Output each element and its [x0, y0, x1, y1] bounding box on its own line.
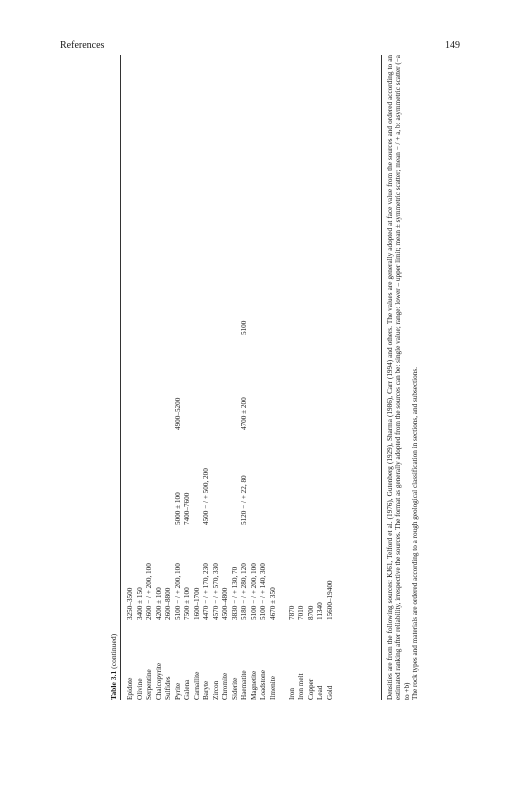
material-name-cell: Pyrite	[173, 682, 182, 700]
table-row	[174, 55, 183, 700]
material-name-cell: Zircon	[211, 680, 220, 700]
table-row	[221, 55, 230, 700]
material-name-cell: Galena	[183, 679, 191, 700]
table-row	[288, 55, 297, 700]
density-value-cell: 7870	[287, 605, 296, 620]
density-value-cell: 2600 − / + 200, 100	[145, 563, 153, 620]
density-value-cell: 4700 ± 200	[240, 397, 248, 430]
table-caption	[110, 634, 119, 700]
material-name-cell: Iron melt	[297, 673, 305, 700]
table-row	[240, 55, 249, 700]
density-value-cell: 4670 ± 350	[268, 587, 277, 620]
table-row	[212, 55, 221, 700]
density-value-cell: 5000 ± 100	[173, 492, 182, 525]
density-value-cell: 15600–19400	[325, 580, 334, 620]
material-name-cell: Epidote	[126, 677, 134, 700]
table-row	[269, 55, 278, 700]
density-value-cell: 2600–8800	[164, 587, 172, 620]
material-name-cell: Loadstone	[259, 670, 267, 700]
material-name-cell: Chalcopyrite	[154, 662, 163, 700]
table-bottom-rule	[381, 55, 382, 700]
table-row	[231, 55, 240, 700]
density-value-cell: 7010	[297, 605, 305, 620]
table-caption-suffix: (continued)	[109, 633, 118, 669]
density-value-cell: 3830 − / + 130, 70	[230, 566, 239, 620]
density-value-cell: 4900–5200	[173, 397, 182, 430]
density-value-cell: 5100 − / + 200, 100	[249, 563, 258, 620]
rotated-table-block	[110, 55, 440, 700]
table-row	[326, 55, 335, 700]
density-value-cell: 1600–1700	[192, 587, 201, 620]
table-row	[183, 55, 192, 700]
table-row	[259, 55, 268, 700]
table-row	[316, 55, 325, 700]
material-name-cell: Iron	[287, 688, 296, 700]
running-header	[60, 40, 460, 56]
material-name-cell: Carnallite	[192, 671, 201, 700]
table-row	[155, 55, 164, 700]
footnote-sources: Densities are from the following sources: KJ61, Telford et al. (1976), Gutenberg (1929), Sharma (1986), Carr (1994) and others. The values are generally adopted at face value from the sources and ordered according to an estimated ranking after reliability, irrespective the sources. The format as generally adopted from the sources can be: single value; range: lower – upper limit; mean ± symmetric scatter; mean − / + a, b: asymmetric scatter (−a to +b)	[386, 55, 411, 700]
density-value-cell: 11340	[316, 602, 324, 620]
table-row	[250, 55, 259, 700]
section-title: References	[60, 40, 105, 51]
table-row	[278, 55, 287, 700]
footnote-ordering: The rock types and materials are ordered according to a rough geological classification in sections, and subsections.	[411, 367, 420, 700]
density-value-cell: 5100	[240, 320, 248, 335]
table-row	[126, 55, 135, 700]
density-value-cell: 8700	[306, 605, 315, 620]
material-name-cell: Ilmenite	[268, 676, 277, 700]
material-name-cell: Olivine	[135, 678, 144, 700]
density-value-cell: 5100 − / + 200, 100	[173, 563, 182, 620]
table-row	[307, 55, 316, 700]
material-name-cell: Magnetite	[249, 670, 258, 700]
table-caption-label: Table 3.1	[109, 670, 118, 700]
table-row	[297, 55, 306, 700]
density-value-cell: 4470 − / + 170, 230	[202, 563, 210, 620]
density-value-cell: 7400–7600	[183, 492, 191, 525]
material-name-cell: Baryte	[202, 680, 210, 700]
material-name-cell: Gold	[325, 685, 334, 700]
table-row	[136, 55, 145, 700]
density-value-cell: 3250–3500	[126, 587, 134, 620]
table-row	[193, 55, 202, 700]
density-value-cell: 5100 − / + 140, 300	[259, 563, 267, 620]
density-value-cell: 5120 − / + 22, 80	[240, 475, 248, 525]
table-row	[145, 55, 154, 700]
material-name-cell: Lead	[316, 685, 324, 700]
density-value-cell: 7500 ± 100	[183, 587, 191, 620]
material-name-cell: Sulfides	[164, 676, 172, 700]
table-row	[164, 55, 173, 700]
table-footnote	[386, 55, 420, 700]
density-value-cell: 3400 ± 150	[135, 587, 144, 620]
material-name-cell: Copper	[306, 678, 315, 700]
density-value-cell: 4500–4800	[221, 587, 229, 620]
page-number: 149	[445, 40, 460, 51]
material-name-cell: Chromite	[221, 672, 229, 700]
density-value-cell: 4570 − / + 570, 330	[211, 563, 220, 620]
table-row	[202, 55, 211, 700]
density-value-cell: 4500 − / + 500, 200	[202, 468, 210, 525]
material-name-cell: Haematite	[240, 670, 248, 700]
table-top-rule	[120, 55, 121, 700]
density-value-cell: 4200 ± 100	[154, 587, 163, 620]
material-name-cell: Serpentine	[145, 669, 153, 700]
density-value-cell: 5180 − / + 280, 120	[240, 563, 248, 620]
material-name-cell: Siderite	[230, 677, 239, 700]
